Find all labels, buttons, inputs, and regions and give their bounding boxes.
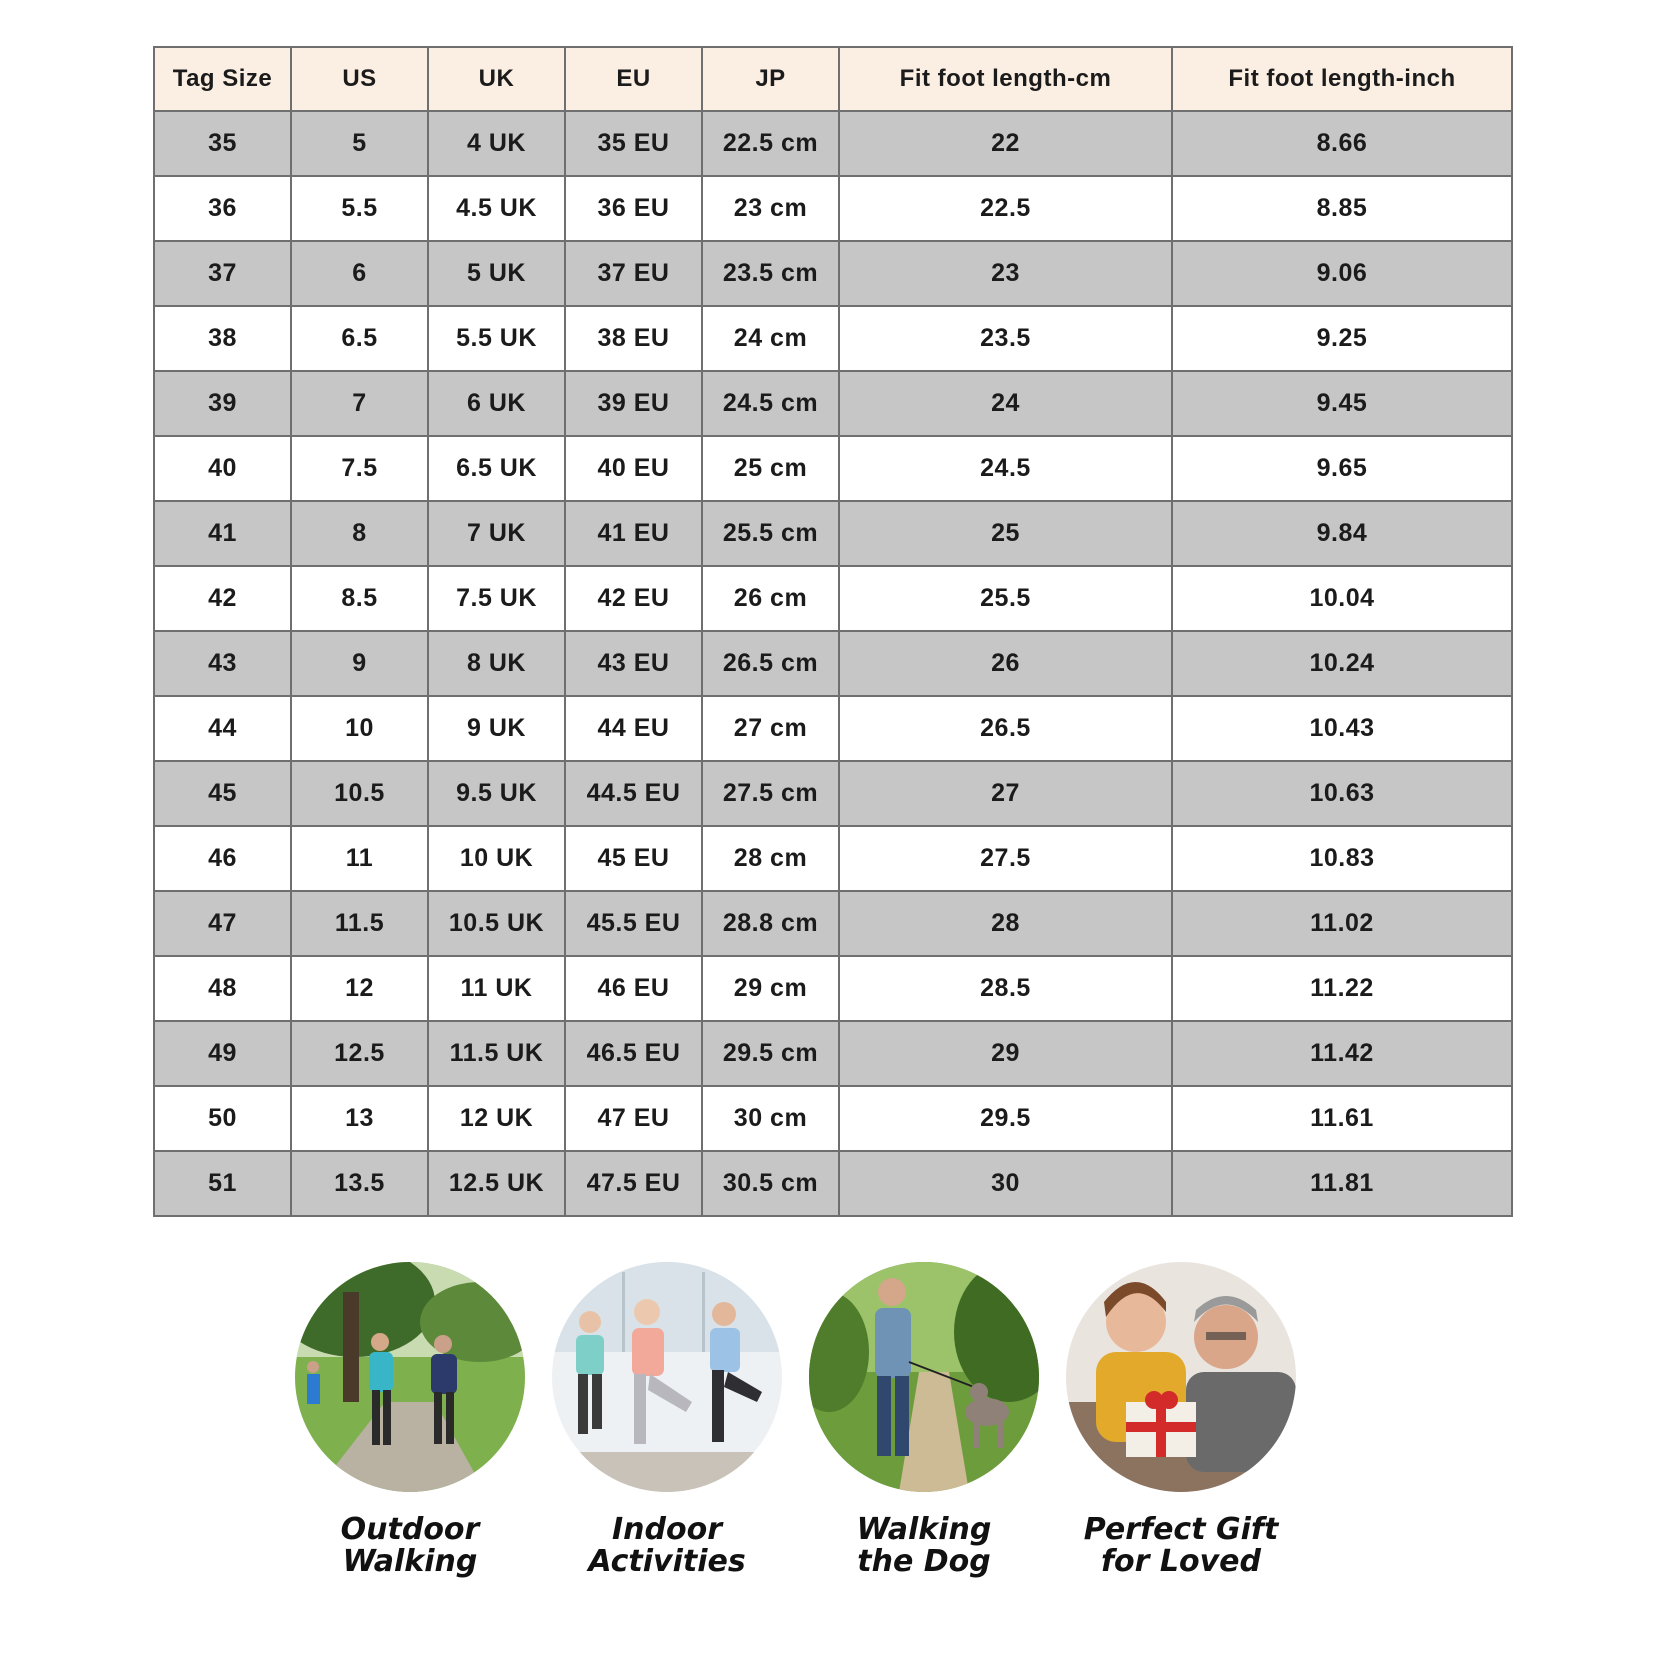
caption-line2: for Loved [1100, 1544, 1261, 1579]
cell-foot-length-inch: 10.63 [1172, 761, 1512, 826]
cell-uk: 7.5 UK [428, 566, 565, 631]
cell-foot-length-inch: 8.85 [1172, 176, 1512, 241]
table-row [154, 306, 1512, 371]
cell-foot-length-cm: 24.5 [839, 436, 1172, 501]
header-foot-length-inch: Fit foot length-inch [1172, 47, 1512, 111]
cell-uk: 7 UK [428, 501, 565, 566]
table-row [154, 696, 1512, 761]
cell-foot-length-cm: 24 [839, 371, 1172, 436]
cell-jp: 23 cm [702, 176, 839, 241]
cell-eu: 36 EU [565, 176, 702, 241]
cell-uk: 6.5 UK [428, 436, 565, 501]
size-chart-body [154, 111, 1512, 1216]
cell-foot-length-cm: 28.5 [839, 956, 1172, 1021]
cell-foot-length-cm: 22.5 [839, 176, 1172, 241]
cell-uk: 10.5 UK [428, 891, 565, 956]
cell-foot-length-cm: 27 [839, 761, 1172, 826]
header-uk: UK [428, 47, 565, 111]
header-tag-size: Tag Size [154, 47, 291, 111]
table-header-row [154, 47, 1512, 111]
activity-walking-the-dog [804, 1262, 1044, 1578]
cell-us: 6 [291, 241, 428, 306]
cell-tag-size: 39 [154, 371, 291, 436]
cell-foot-length-cm: 27.5 [839, 826, 1172, 891]
cell-uk: 5.5 UK [428, 306, 565, 371]
cell-us: 5.5 [291, 176, 428, 241]
table-row [154, 1151, 1512, 1216]
cell-foot-length-inch: 9.06 [1172, 241, 1512, 306]
cell-tag-size: 36 [154, 176, 291, 241]
cell-tag-size: 35 [154, 111, 291, 176]
cell-jp: 29.5 cm [702, 1021, 839, 1086]
cell-uk: 5 UK [428, 241, 565, 306]
cell-jp: 25.5 cm [702, 501, 839, 566]
cell-us: 8.5 [291, 566, 428, 631]
cell-tag-size: 47 [154, 891, 291, 956]
cell-foot-length-inch: 11.61 [1172, 1086, 1512, 1151]
cell-foot-length-cm: 26 [839, 631, 1172, 696]
table-row [154, 371, 1512, 436]
cell-tag-size: 48 [154, 956, 291, 1021]
cell-us: 13 [291, 1086, 428, 1151]
table-row [154, 891, 1512, 956]
cell-foot-length-cm: 25 [839, 501, 1172, 566]
cell-tag-size: 42 [154, 566, 291, 631]
cell-foot-length-cm: 22 [839, 111, 1172, 176]
cell-us: 5 [291, 111, 428, 176]
cell-foot-length-inch: 11.81 [1172, 1151, 1512, 1216]
cell-uk: 9 UK [428, 696, 565, 761]
cell-eu: 39 EU [565, 371, 702, 436]
activity-indoor-activities [547, 1262, 787, 1578]
cell-tag-size: 51 [154, 1151, 291, 1216]
cell-tag-size: 49 [154, 1021, 291, 1086]
table-row [154, 956, 1512, 1021]
table-row [154, 1021, 1512, 1086]
cell-foot-length-cm: 25.5 [839, 566, 1172, 631]
table-row [154, 501, 1512, 566]
cell-tag-size: 43 [154, 631, 291, 696]
cell-us: 10 [291, 696, 428, 761]
outdoor-walking-photo [295, 1262, 525, 1492]
cell-us: 12 [291, 956, 428, 1021]
cell-foot-length-inch: 10.24 [1172, 631, 1512, 696]
cell-jp: 26 cm [702, 566, 839, 631]
cell-uk: 4 UK [428, 111, 565, 176]
cell-jp: 24.5 cm [702, 371, 839, 436]
cell-eu: 42 EU [565, 566, 702, 631]
cell-eu: 40 EU [565, 436, 702, 501]
caption-line2: Walking [342, 1544, 478, 1579]
table-row [154, 1086, 1512, 1151]
cell-eu: 45 EU [565, 826, 702, 891]
cell-uk: 6 UK [428, 371, 565, 436]
size-chart-table [153, 46, 1513, 1217]
cell-tag-size: 38 [154, 306, 291, 371]
cell-eu: 47 EU [565, 1086, 702, 1151]
header-eu: EU [565, 47, 702, 111]
cell-foot-length-inch: 11.22 [1172, 956, 1512, 1021]
cell-us: 9 [291, 631, 428, 696]
header-us: US [291, 47, 428, 111]
cell-uk: 11.5 UK [428, 1021, 565, 1086]
cell-uk: 12 UK [428, 1086, 565, 1151]
cell-foot-length-inch: 9.25 [1172, 306, 1512, 371]
walking-the-dog-photo [809, 1262, 1039, 1492]
cell-jp: 25 cm [702, 436, 839, 501]
cell-eu: 46 EU [565, 956, 702, 1021]
header-jp: JP [702, 47, 839, 111]
cell-us: 10.5 [291, 761, 428, 826]
cell-foot-length-inch: 10.83 [1172, 826, 1512, 891]
cell-foot-length-inch: 9.45 [1172, 371, 1512, 436]
caption-line1: Walking [856, 1512, 992, 1547]
cell-foot-length-cm: 26.5 [839, 696, 1172, 761]
cell-tag-size: 44 [154, 696, 291, 761]
cell-jp: 24 cm [702, 306, 839, 371]
cell-jp: 26.5 cm [702, 631, 839, 696]
cell-tag-size: 37 [154, 241, 291, 306]
cell-tag-size: 45 [154, 761, 291, 826]
cell-eu: 38 EU [565, 306, 702, 371]
activity-gallery [0, 1262, 1664, 1602]
cell-us: 11 [291, 826, 428, 891]
caption-line2: the Dog [857, 1544, 991, 1579]
cell-foot-length-inch: 10.43 [1172, 696, 1512, 761]
cell-us: 13.5 [291, 1151, 428, 1216]
table-row [154, 566, 1512, 631]
cell-eu: 44.5 EU [565, 761, 702, 826]
cell-foot-length-inch: 9.84 [1172, 501, 1512, 566]
cell-uk: 8 UK [428, 631, 565, 696]
cell-uk: 11 UK [428, 956, 565, 1021]
cell-eu: 44 EU [565, 696, 702, 761]
cell-foot-length-inch: 11.02 [1172, 891, 1512, 956]
cell-us: 6.5 [291, 306, 428, 371]
caption-line2: Activities [588, 1544, 746, 1579]
caption-line1: Outdoor [340, 1512, 480, 1547]
cell-jp: 28.8 cm [702, 891, 839, 956]
cell-us: 12.5 [291, 1021, 428, 1086]
cell-eu: 46.5 EU [565, 1021, 702, 1086]
table-row [154, 761, 1512, 826]
cell-tag-size: 46 [154, 826, 291, 891]
cell-eu: 37 EU [565, 241, 702, 306]
cell-jp: 30 cm [702, 1086, 839, 1151]
caption-line1: Perfect Gift [1083, 1512, 1279, 1547]
cell-uk: 4.5 UK [428, 176, 565, 241]
cell-foot-length-inch: 9.65 [1172, 436, 1512, 501]
cell-eu: 35 EU [565, 111, 702, 176]
table-row [154, 111, 1512, 176]
cell-eu: 41 EU [565, 501, 702, 566]
cell-eu: 45.5 EU [565, 891, 702, 956]
cell-us: 11.5 [291, 891, 428, 956]
header-foot-length-cm: Fit foot length-cm [839, 47, 1172, 111]
cell-jp: 22.5 cm [702, 111, 839, 176]
cell-foot-length-cm: 28 [839, 891, 1172, 956]
cell-jp: 29 cm [702, 956, 839, 1021]
cell-foot-length-cm: 29 [839, 1021, 1172, 1086]
cell-foot-length-cm: 29.5 [839, 1086, 1172, 1151]
cell-uk: 10 UK [428, 826, 565, 891]
cell-eu: 47.5 EU [565, 1151, 702, 1216]
cell-jp: 27 cm [702, 696, 839, 761]
cell-jp: 30.5 cm [702, 1151, 839, 1216]
perfect-gift-photo [1066, 1262, 1296, 1492]
cell-uk: 12.5 UK [428, 1151, 565, 1216]
cell-foot-length-cm: 23 [839, 241, 1172, 306]
table-row [154, 176, 1512, 241]
cell-us: 8 [291, 501, 428, 566]
caption-line1: Indoor [611, 1512, 722, 1547]
cell-foot-length-inch: 8.66 [1172, 111, 1512, 176]
activity-perfect-gift [1061, 1262, 1301, 1578]
table-row [154, 631, 1512, 696]
table-row [154, 241, 1512, 306]
table-row [154, 826, 1512, 891]
indoor-activities-photo [552, 1262, 782, 1492]
cell-tag-size: 50 [154, 1086, 291, 1151]
cell-jp: 27.5 cm [702, 761, 839, 826]
cell-tag-size: 40 [154, 436, 291, 501]
cell-foot-length-inch: 11.42 [1172, 1021, 1512, 1086]
cell-foot-length-cm: 23.5 [839, 306, 1172, 371]
cell-jp: 23.5 cm [702, 241, 839, 306]
cell-foot-length-inch: 10.04 [1172, 566, 1512, 631]
activity-outdoor-walking [290, 1262, 530, 1578]
cell-eu: 43 EU [565, 631, 702, 696]
cell-foot-length-cm: 30 [839, 1151, 1172, 1216]
cell-uk: 9.5 UK [428, 761, 565, 826]
cell-tag-size: 41 [154, 501, 291, 566]
cell-jp: 28 cm [702, 826, 839, 891]
table-row [154, 436, 1512, 501]
cell-us: 7.5 [291, 436, 428, 501]
cell-us: 7 [291, 371, 428, 436]
